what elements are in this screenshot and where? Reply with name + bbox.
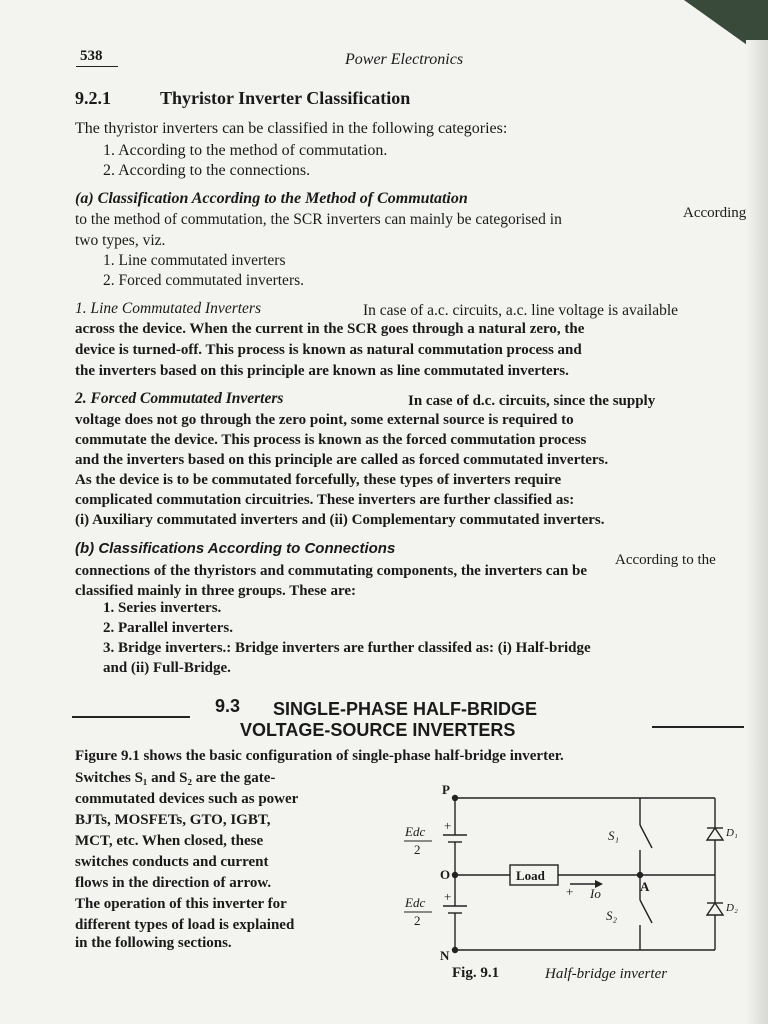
current-io-label: Io — [590, 886, 601, 901]
section-intro: The thyristor inverters can be classified in the following categories: — [75, 120, 508, 137]
list-item: 3. Bridge inverters.: Bridge inverters are further classifed as: (i) Half-bridge — [103, 640, 591, 656]
node-a-label: A — [640, 879, 650, 894]
paragraph-line: the inverters based on this principle are known as line commutated inverters. — [75, 363, 569, 379]
list-item: 2. Forced commutated inverters. — [103, 272, 305, 289]
list-item: and (ii) Full-Bridge. — [103, 660, 231, 676]
edc-lower-denominator: 2 — [414, 913, 421, 928]
diode-d1-label: D₁ — [726, 827, 738, 839]
paragraph-line: According to the — [615, 552, 716, 568]
edc-upper-label: Edc — [405, 824, 426, 839]
list-item: 1. Series inverters. — [103, 600, 222, 616]
paragraph-line: In case of a.c. circuits, a.c. line voltage is available — [363, 302, 679, 319]
paragraph-line: switches conducts and current — [75, 854, 269, 870]
paragraph-line: in the following sections. — [75, 935, 232, 951]
load-label: Load — [516, 868, 545, 883]
paragraph-line: voltage does not go through the zero point, some external source is required to — [75, 412, 574, 428]
section-title: Thyristor Inverter Classification — [160, 88, 411, 108]
switch-s1 — [640, 825, 652, 848]
page-edge-shadow — [746, 40, 768, 1024]
paragraph-line: commutate the device. This process is known as the forced commutation process — [75, 432, 587, 448]
paragraph-line: to the method of commutation, the SCR inverters can mainly be categorised in — [75, 211, 562, 228]
paragraph-heading: 2. Forced Commutated Inverters — [75, 390, 284, 407]
switch-s2 — [640, 900, 652, 923]
paragraph-line: (i) Auxiliary commutated inverters and (ii) Complementary commutated inverters. — [75, 512, 605, 528]
load-plus-sign: + — [566, 884, 574, 899]
paragraph-line: complicated commutation circuitries. These inverters are further classified as: — [75, 492, 575, 508]
section-title: SINGLE-PHASE HALF-BRIDGE — [273, 699, 538, 719]
node-n-label: N — [440, 948, 450, 963]
half-bridge-inverter-diagram — [370, 780, 740, 980]
paragraph-line: MCT, etc. When closed, these — [75, 833, 264, 849]
paragraph-line: commutated devices such as power — [75, 791, 299, 807]
paragraph-line: across the device. When the current in the SCR goes through a natural zero, the — [75, 321, 585, 337]
paragraph-line: different types of load is explained — [75, 917, 295, 933]
paragraph-line: As the device is to be commutated forcefully, these types of inverters require — [75, 472, 562, 488]
node-o-label: O — [440, 867, 451, 882]
list-item: 2. According to the connections. — [103, 162, 311, 179]
capacitor-upper-plus: + — [444, 818, 452, 833]
page-number-underline — [76, 66, 118, 67]
paragraph-line: device is turned-off. This process is known as natural commutation process and — [75, 342, 582, 358]
section-number: 9.3 — [215, 696, 241, 716]
list-item: 1. According to the method of commutation. — [103, 142, 388, 159]
switch-s1-label: S₁ — [608, 828, 620, 843]
section-rule-right — [652, 726, 744, 728]
section-number: 9.2.1 — [75, 88, 111, 108]
node-p-label: P — [442, 782, 450, 797]
page-number: 538 — [80, 48, 103, 64]
diode-d2-label: D₂ — [726, 902, 738, 914]
switch-s2-label: S₂ — [606, 908, 618, 923]
subsection-heading: (a) Classification According to the Method of Commutation — [75, 190, 468, 207]
edc-lower-label: Edc — [405, 895, 426, 910]
paragraph-line: connections of the thyristors and commutating components, the inverters can be — [75, 563, 588, 579]
paragraph-heading: 1. Line Commutated Inverters — [75, 300, 261, 317]
paragraph-line: Switches S₁ and S₂ are the gate- — [75, 770, 276, 786]
paragraph-line: Figure 9.1 shows the basic configuration of single-phase half-bridge inverter. — [75, 748, 564, 764]
list-item: 2. Parallel inverters. — [103, 620, 233, 636]
figure-caption-text: Half-bridge inverter — [545, 966, 668, 982]
paragraph-line: In case of d.c. circuits, since the supply — [408, 393, 656, 409]
diode-d1-icon — [707, 828, 723, 840]
section-title: VOLTAGE-SOURCE INVERTERS — [240, 720, 516, 740]
paragraph-line: flows in the direction of arrow. — [75, 875, 272, 891]
section-rule-left — [72, 716, 190, 718]
diode-d2-icon — [707, 903, 723, 915]
paragraph-line: BJTs, MOSFETs, GTO, IGBT, — [75, 812, 271, 828]
running-title: Power Electronics — [345, 51, 464, 68]
edc-upper-denominator: 2 — [414, 842, 421, 857]
paragraph-line: classified mainly in three groups. These are: — [75, 583, 356, 599]
figure-caption-number: Fig. 9.1 — [452, 965, 500, 981]
paragraph-line: According — [683, 205, 747, 221]
paragraph-line: The operation of this inverter for — [75, 896, 287, 912]
paragraph-line: two types, viz. — [75, 232, 166, 249]
list-item: 1. Line commutated inverters — [103, 252, 286, 269]
capacitor-lower-plus: + — [444, 889, 452, 904]
paragraph-line: and the inverters based on this principle are called as forced commutated inverters. — [75, 452, 609, 468]
subsection-heading: (b) Classifications According to Connections — [75, 540, 396, 557]
